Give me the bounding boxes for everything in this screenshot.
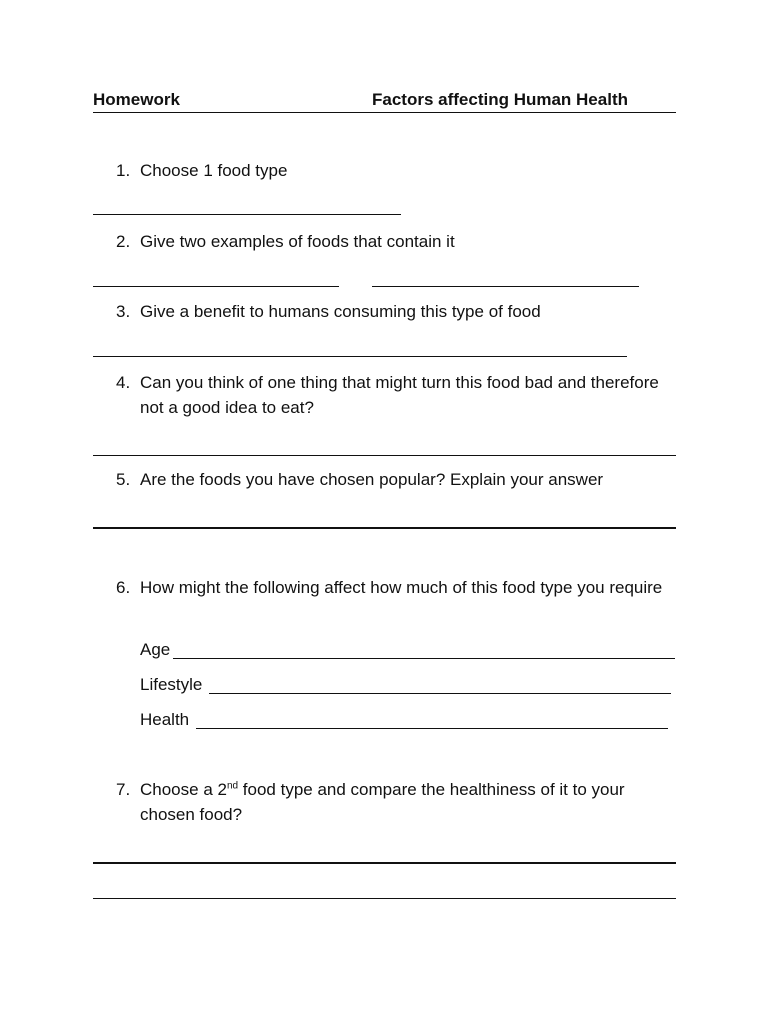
question-number: 4. — [116, 373, 131, 392]
question-6 — [0, 575, 768, 627]
answer-line-7b[interactable] — [93, 898, 676, 899]
factor-health-line[interactable] — [196, 728, 668, 729]
question-1 — [0, 158, 768, 186]
answer-line-2a[interactable] — [93, 286, 339, 287]
answer-line-3[interactable] — [93, 356, 627, 357]
answer-line-2b[interactable] — [372, 286, 639, 287]
question-text: Give a benefit to humans consuming this type of food — [140, 302, 541, 321]
factor-health-row — [140, 707, 676, 733]
header-homework: Homework — [93, 90, 180, 109]
answer-line-5[interactable] — [93, 527, 676, 529]
question-text — [140, 777, 660, 827]
question-text: Are the foods you have chosen popular? Explain your answer — [140, 470, 604, 489]
factor-age-line[interactable] — [173, 658, 675, 659]
factor-age-row — [140, 637, 676, 663]
question-number: 6. — [116, 578, 131, 597]
question-4 — [0, 370, 768, 422]
question-text: Choose 1 food type — [140, 161, 288, 180]
factor-lifestyle-label: Lifestyle — [140, 675, 203, 694]
question-number: 2. — [116, 232, 131, 251]
factor-lifestyle-line[interactable] — [209, 693, 671, 694]
question-5 — [0, 467, 768, 495]
question-3 — [0, 299, 768, 327]
question-text: Can you think of one thing that might turn this food bad and therefore not a good idea to eat? — [140, 373, 659, 417]
question-2 — [0, 229, 768, 257]
factor-age-label: Age — [140, 640, 171, 659]
worksheet-header — [93, 88, 676, 113]
header-title: Factors affecting Human Health — [372, 90, 628, 109]
ordinal-suffix: nd — [226, 780, 239, 792]
question-text: How might the following affect how much of this food type you require — [140, 578, 663, 597]
question-number: 1. — [116, 161, 131, 180]
answer-line-7a[interactable] — [93, 862, 676, 864]
question-7 — [0, 777, 768, 829]
question-number: 3. — [116, 302, 131, 321]
question-text-pre: Choose a 2 — [140, 780, 227, 799]
question-number: 5. — [116, 470, 131, 489]
question-text-post: food type and compare the healthiness of it to your chosen food? — [140, 780, 625, 824]
factor-lifestyle-row — [140, 672, 676, 698]
answer-line-4[interactable] — [93, 455, 676, 456]
question-text: Give two examples of foods that contain it — [140, 232, 455, 251]
factor-health-label: Health — [140, 710, 190, 729]
answer-line-1[interactable] — [93, 214, 401, 215]
question-number: 7. — [116, 780, 131, 799]
